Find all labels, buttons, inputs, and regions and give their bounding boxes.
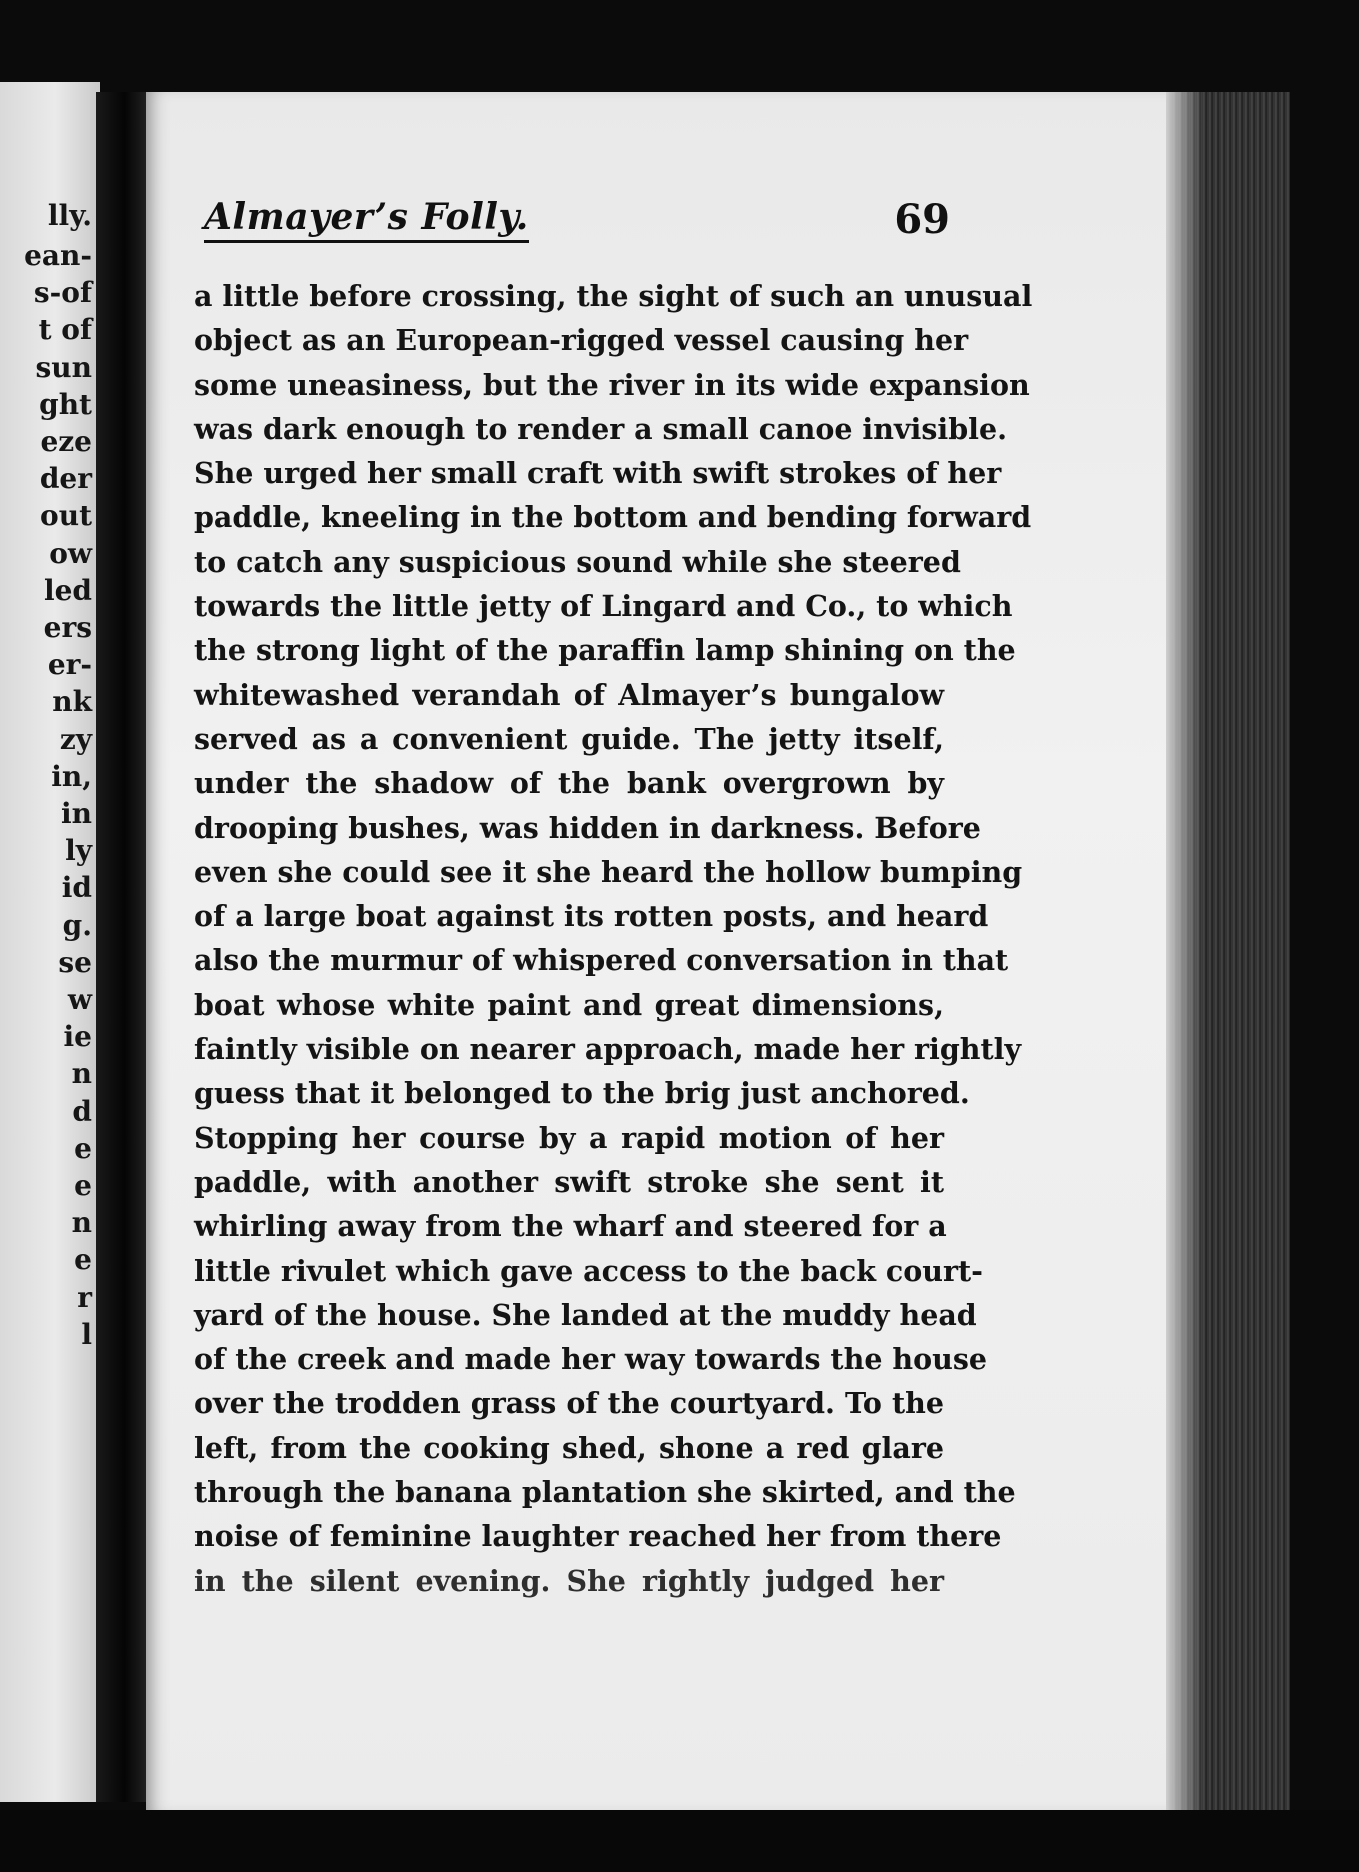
running-title: Almayer’s Folly. — [204, 196, 529, 243]
left-page-fragment: l — [81, 1317, 92, 1351]
text-line: over the trodden grass of the courtyard. To the — [194, 1386, 944, 1421]
text-line: of the creek and made her way towards the house — [194, 1342, 988, 1377]
left-page-fragment: ly — [65, 834, 92, 868]
left-page-fragment: ean- — [24, 239, 92, 272]
left-page-fragment: s-of — [33, 276, 92, 310]
left-page-edge — [0, 82, 100, 1802]
left-page-fragment: e — [74, 1243, 92, 1277]
left-page-fragment: e — [74, 1131, 92, 1165]
left-page-fragment: lly. — [47, 199, 92, 232]
left-page-fragment: sun — [35, 350, 92, 384]
left-page-fragment: r — [77, 1280, 92, 1314]
left-page-fragment: ie — [63, 1020, 92, 1054]
text-line: drooping bushes, was hidden in darkness. Before — [194, 810, 981, 845]
left-page-fragment: in, — [51, 759, 92, 793]
text-line: object as an European-rigged vessel causing her — [194, 323, 969, 358]
scan-background — [0, 1810, 1359, 1872]
left-page-fragment: zy — [59, 722, 92, 756]
text-line: in the silent evening. She rightly judged her — [194, 1563, 944, 1598]
page-block-edge — [1166, 92, 1290, 1810]
left-page-fragment: t of — [38, 313, 92, 347]
text-line: the strong light of the paraffin lamp shining on the — [194, 633, 1016, 668]
text-line: under the shadow of the bank overgrown by — [194, 766, 944, 801]
text-line: noise of feminine laughter reached her from there — [194, 1519, 1002, 1554]
left-page-fragment: n — [71, 1057, 92, 1091]
left-page-fragment: der — [39, 462, 92, 496]
text-line: a little before crossing, the sight of such an unusual — [194, 279, 1033, 313]
left-page-fragment: w — [67, 983, 92, 1016]
left-page-fragment: se — [58, 945, 92, 979]
page-number: 69 — [894, 196, 950, 243]
text-line: paddle, kneeling in the bottom and bending forward — [194, 500, 1032, 535]
left-page-fragment: nk — [52, 685, 92, 719]
left-page-fragment: ow — [49, 536, 92, 570]
text-line: towards the little jetty of Lingard and Co., to which — [194, 589, 1013, 624]
text-line: of a large boat against its rotten posts, and heard — [194, 899, 989, 934]
text-line: little rivulet which gave access to the back court- — [194, 1253, 983, 1288]
body-text — [194, 274, 1033, 1603]
left-page-fragment: e — [74, 1169, 92, 1202]
left-page-fragment: n — [71, 1206, 92, 1240]
text-line: guess that it belonged to the brig just anchored. — [194, 1076, 970, 1111]
text-line: whitewashed verandah of Almayer’s bungalow — [194, 677, 944, 712]
text-line: boat whose white paint and great dimensions, — [194, 987, 944, 1022]
left-page-fragment: ers — [43, 611, 92, 644]
left-page-fragment: led — [43, 573, 92, 607]
text-line: was dark enough to render a small canoe invisible. — [194, 411, 1008, 446]
left-page-fragment: eze — [40, 425, 92, 458]
left-page-fragment: g. — [62, 908, 92, 942]
left-page-fragment: er- — [47, 648, 92, 682]
text-line: whirling away from the wharf and steered for a — [194, 1209, 947, 1244]
left-page-fragment: ght — [39, 387, 92, 421]
page-header — [204, 196, 950, 252]
text-line: even she could see it she heard the hollow bumping — [194, 854, 1023, 889]
book-gutter — [96, 92, 148, 1802]
left-page-fragment: id — [61, 871, 92, 905]
text-line: yard of the house. She landed at the muddy head — [194, 1297, 977, 1332]
left-page-fragment: in — [61, 797, 92, 830]
text-line: Stopping her course by a rapid motion of her — [194, 1120, 944, 1155]
text-line: faintly visible on nearer approach, made her rightly — [194, 1032, 1022, 1067]
left-page-fragment: d — [72, 1094, 92, 1128]
text-line: served as a convenient guide. The jetty itself, — [194, 721, 944, 756]
text-line: to catch any suspicious sound while she steered — [194, 544, 961, 579]
text-line: She urged her small craft with swift strokes of her — [194, 456, 1002, 491]
text-line: paddle, with another swift stroke she sent it — [194, 1164, 944, 1199]
text-line: also the murmur of whispered conversation in that — [194, 943, 1009, 978]
text-line: through the banana plantation she skirted, and the — [194, 1475, 1016, 1510]
text-line: some uneasiness, but the river in its wide expansion — [194, 367, 1030, 402]
text-line: left, from the cooking shed, shone a red glare — [194, 1430, 944, 1465]
left-page-fragment: out — [40, 499, 92, 533]
